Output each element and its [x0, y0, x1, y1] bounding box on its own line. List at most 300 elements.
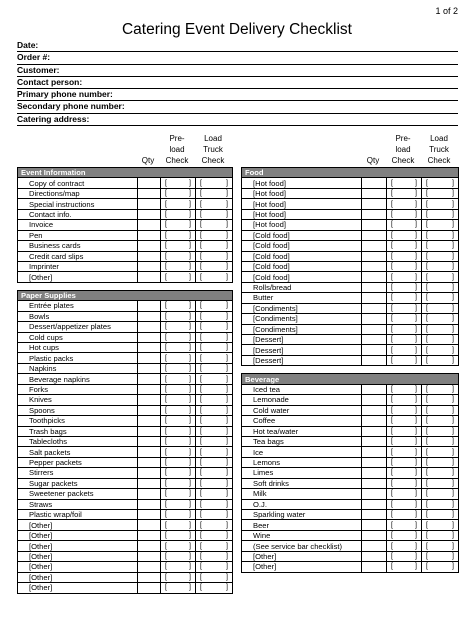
- load-truck-check-cell[interactable]: [196, 178, 233, 188]
- page-number: 1 of 2: [435, 6, 458, 16]
- qty-cell[interactable]: [362, 188, 387, 198]
- checkbox-close-bracket: ]: [452, 469, 454, 477]
- checkbox-open-bracket: [: [200, 242, 202, 250]
- load-truck-check-cell[interactable]: [196, 562, 233, 572]
- qty-cell[interactable]: [138, 510, 161, 520]
- load-truck-check-cell[interactable]: [422, 178, 459, 188]
- checkbox-close-bracket: ]: [415, 273, 417, 281]
- preload-check-cell[interactable]: [387, 220, 422, 230]
- preload-check-cell[interactable]: [161, 322, 196, 332]
- qty-cell[interactable]: [138, 447, 161, 457]
- preload-check-cell[interactable]: [387, 447, 422, 457]
- load-truck-check-cell[interactable]: [422, 468, 459, 478]
- checkbox-close-bracket: ]: [189, 231, 191, 239]
- preload-check-cell[interactable]: [387, 395, 422, 405]
- item-label: Imprinter: [18, 261, 138, 271]
- checkbox-close-bracket: ]: [415, 357, 417, 365]
- checkbox-open-bracket: [: [165, 354, 167, 362]
- item-label: Entrée plates: [18, 301, 138, 311]
- qty-cell[interactable]: [362, 314, 387, 324]
- item-label: [Hot food]: [242, 178, 362, 188]
- load-truck-check-cell[interactable]: [196, 489, 233, 499]
- qty-cell[interactable]: [138, 363, 161, 373]
- preload-check-cell[interactable]: [161, 520, 196, 530]
- qty-cell[interactable]: [138, 530, 161, 540]
- qty-cell[interactable]: [362, 199, 387, 209]
- preload-check-cell[interactable]: [161, 510, 196, 520]
- qty-cell[interactable]: [362, 405, 387, 415]
- load-truck-check-cell[interactable]: [422, 405, 459, 415]
- checkbox-open-bracket: [: [391, 511, 393, 519]
- qty-cell[interactable]: [138, 343, 161, 353]
- load-truck-check-cell[interactable]: [196, 541, 233, 551]
- load-truck-check-cell[interactable]: [422, 457, 459, 467]
- checkbox-close-bracket: ]: [189, 190, 191, 198]
- qty-cell[interactable]: [362, 520, 387, 530]
- qty-cell[interactable]: [362, 324, 387, 334]
- load-truck-check-cell[interactable]: [422, 355, 459, 365]
- qty-cell[interactable]: [362, 241, 387, 251]
- load-truck-check-cell[interactable]: [196, 353, 233, 363]
- load-truck-check-cell[interactable]: [196, 405, 233, 415]
- qty-cell[interactable]: [138, 520, 161, 530]
- preload-check-cell[interactable]: [161, 478, 196, 488]
- qty-cell[interactable]: [362, 457, 387, 467]
- preload-check-cell[interactable]: [161, 489, 196, 499]
- load-truck-check-cell[interactable]: [422, 293, 459, 303]
- load-truck-check-cell[interactable]: [422, 314, 459, 324]
- preload-check-cell[interactable]: [161, 530, 196, 540]
- qty-cell[interactable]: [138, 489, 161, 499]
- qty-cell[interactable]: [138, 416, 161, 426]
- load-truck-check-cell[interactable]: [422, 447, 459, 457]
- qty-cell[interactable]: [138, 384, 161, 394]
- info-field[interactable]: Primary phone number:: [17, 89, 458, 101]
- load-truck-check-cell[interactable]: [196, 384, 233, 394]
- preload-check-cell[interactable]: [161, 374, 196, 384]
- checkbox-close-bracket: ]: [452, 459, 454, 467]
- preload-check-cell[interactable]: [387, 209, 422, 219]
- preload-check-cell[interactable]: [387, 314, 422, 324]
- qty-cell[interactable]: [362, 178, 387, 188]
- qty-cell[interactable]: [362, 478, 387, 488]
- info-field[interactable]: Customer:: [17, 65, 458, 77]
- item-label: Copy of contract: [18, 178, 138, 188]
- load-truck-check-cell[interactable]: [422, 551, 459, 561]
- qty-cell[interactable]: [362, 395, 387, 405]
- load-truck-check-cell[interactable]: [422, 436, 459, 446]
- qty-cell[interactable]: [138, 230, 161, 240]
- preload-check-cell[interactable]: [161, 405, 196, 415]
- checkbox-open-bracket: [: [165, 438, 167, 446]
- checkbox-open-bracket: [: [200, 469, 202, 477]
- preload-check-cell[interactable]: [387, 562, 422, 572]
- qty-cell[interactable]: [138, 499, 161, 509]
- qty-cell[interactable]: [362, 303, 387, 313]
- preload-check-cell[interactable]: [161, 332, 196, 342]
- qty-cell[interactable]: [362, 251, 387, 261]
- qty-cell[interactable]: [138, 436, 161, 446]
- checkbox-open-bracket: [: [165, 323, 167, 331]
- load-truck-check-cell[interactable]: [196, 499, 233, 509]
- checkbox-close-bracket: ]: [452, 500, 454, 508]
- preload-check-cell[interactable]: [161, 436, 196, 446]
- preload-check-cell[interactable]: [387, 520, 422, 530]
- checkbox-open-bracket: [: [391, 190, 393, 198]
- qty-cell[interactable]: [362, 562, 387, 572]
- preload-check-cell[interactable]: [161, 343, 196, 353]
- preload-check-cell[interactable]: [161, 199, 196, 209]
- preload-check-cell[interactable]: [387, 188, 422, 198]
- preload-check-cell[interactable]: [387, 293, 422, 303]
- load-truck-check-cell[interactable]: [422, 345, 459, 355]
- checkbox-close-bracket: ]: [452, 346, 454, 354]
- item-label: [Other]: [18, 520, 138, 530]
- qty-cell[interactable]: [138, 272, 161, 282]
- preload-check-cell[interactable]: [387, 230, 422, 240]
- checkbox-open-bracket: [: [200, 231, 202, 239]
- preload-check-cell[interactable]: [387, 530, 422, 540]
- qty-cell[interactable]: [362, 220, 387, 230]
- load-truck-check-cell[interactable]: [422, 510, 459, 520]
- preload-check-cell[interactable]: [387, 457, 422, 467]
- checklist-row: [18, 510, 233, 520]
- qty-cell[interactable]: [362, 510, 387, 520]
- qty-cell[interactable]: [362, 436, 387, 446]
- preload-check-cell[interactable]: [387, 489, 422, 499]
- preload-check-cell[interactable]: [387, 499, 422, 509]
- load-truck-check-cell[interactable]: [422, 489, 459, 499]
- qty-cell[interactable]: [362, 489, 387, 499]
- qty-cell[interactable]: [138, 199, 161, 209]
- preload-check-cell[interactable]: [161, 241, 196, 251]
- preload-check-cell[interactable]: [387, 261, 422, 271]
- preload-check-cell[interactable]: [387, 468, 422, 478]
- checklist-row: [18, 395, 233, 405]
- info-field[interactable]: Date:: [17, 40, 458, 52]
- preload-check-cell[interactable]: [387, 478, 422, 488]
- preload-check-cell[interactable]: [161, 251, 196, 261]
- load-truck-check-cell[interactable]: [422, 520, 459, 530]
- qty-cell[interactable]: [138, 405, 161, 415]
- preload-check-cell[interactable]: [161, 311, 196, 321]
- checkbox-close-bracket: ]: [189, 500, 191, 508]
- checklist-row: [18, 301, 233, 311]
- load-truck-check-cell[interactable]: [422, 416, 459, 426]
- preload-check-cell[interactable]: [161, 562, 196, 572]
- qty-cell[interactable]: [362, 416, 387, 426]
- load-truck-check-cell[interactable]: [196, 510, 233, 520]
- load-truck-check-cell[interactable]: [422, 272, 459, 282]
- load-truck-check-cell[interactable]: [196, 395, 233, 405]
- preload-check-cell[interactable]: [161, 384, 196, 394]
- item-label: Stirrers: [18, 468, 138, 478]
- checkbox-open-bracket: [: [391, 304, 393, 312]
- load-truck-check-cell[interactable]: [196, 322, 233, 332]
- checkbox-open-bracket: [: [165, 573, 167, 581]
- qty-cell[interactable]: [362, 293, 387, 303]
- load-truck-check-cell[interactable]: [422, 562, 459, 572]
- preload-check-cell[interactable]: [387, 355, 422, 365]
- load-truck-check-cell[interactable]: [422, 303, 459, 313]
- qty-cell[interactable]: [138, 241, 161, 251]
- load-truck-check-cell[interactable]: [422, 426, 459, 436]
- load-truck-check-cell[interactable]: [196, 416, 233, 426]
- qty-cell[interactable]: [138, 562, 161, 572]
- preload-check-cell[interactable]: [387, 345, 422, 355]
- load-truck-check-cell[interactable]: [422, 384, 459, 394]
- preload-check-cell[interactable]: [387, 335, 422, 345]
- load-truck-check-cell[interactable]: [422, 335, 459, 345]
- preload-check-cell[interactable]: [387, 251, 422, 261]
- load-truck-check-cell[interactable]: [196, 530, 233, 540]
- preload-check-cell[interactable]: [387, 282, 422, 292]
- preload-check-cell[interactable]: [161, 363, 196, 373]
- checklist-row: [242, 355, 459, 365]
- qty-cell[interactable]: [138, 468, 161, 478]
- checkbox-close-bracket: ]: [226, 427, 228, 435]
- preload-check-cell[interactable]: [387, 178, 422, 188]
- load-truck-check-cell[interactable]: [196, 230, 233, 240]
- qty-cell[interactable]: [138, 332, 161, 342]
- checkbox-close-bracket: ]: [226, 563, 228, 571]
- qty-cell[interactable]: [362, 282, 387, 292]
- preload-check-cell[interactable]: [161, 583, 196, 593]
- load-truck-check-cell[interactable]: [196, 572, 233, 582]
- preload-check-cell[interactable]: [387, 303, 422, 313]
- item-label: Special instructions: [18, 199, 138, 209]
- qty-cell[interactable]: [138, 178, 161, 188]
- info-field[interactable]: Secondary phone number:: [17, 101, 458, 113]
- checkbox-close-bracket: ]: [189, 427, 191, 435]
- load-truck-check-cell[interactable]: [196, 551, 233, 561]
- load-truck-check-cell[interactable]: [196, 199, 233, 209]
- preload-check-cell[interactable]: [161, 468, 196, 478]
- checklist-row: [18, 353, 233, 363]
- preload-check-cell[interactable]: [387, 541, 422, 551]
- load-truck-check-cell[interactable]: [196, 188, 233, 198]
- qty-cell[interactable]: [362, 209, 387, 219]
- load-truck-check-cell[interactable]: [196, 261, 233, 271]
- load-truck-check-cell[interactable]: [422, 541, 459, 551]
- qty-cell[interactable]: [362, 384, 387, 394]
- preload-check-cell[interactable]: [161, 230, 196, 240]
- qty-cell[interactable]: [362, 530, 387, 540]
- load-truck-check-cell[interactable]: [196, 332, 233, 342]
- qty-cell[interactable]: [362, 499, 387, 509]
- checkbox-close-bracket: ]: [226, 500, 228, 508]
- qty-cell[interactable]: [362, 468, 387, 478]
- load-truck-check-cell[interactable]: [422, 230, 459, 240]
- preload-check-cell[interactable]: [161, 499, 196, 509]
- qty-cell[interactable]: [138, 220, 161, 230]
- load-truck-check-cell[interactable]: [422, 199, 459, 209]
- preload-check-cell[interactable]: [387, 426, 422, 436]
- checklist-row: [18, 416, 233, 426]
- qty-cell[interactable]: [362, 335, 387, 345]
- load-truck-check-cell[interactable]: [196, 209, 233, 219]
- preload-check-cell[interactable]: [161, 353, 196, 363]
- preload-check-cell[interactable]: [387, 551, 422, 561]
- load-truck-check-cell[interactable]: [422, 395, 459, 405]
- preload-check-cell[interactable]: [161, 220, 196, 230]
- preload-check-cell[interactable]: [161, 572, 196, 582]
- checkbox-close-bracket: ]: [226, 242, 228, 250]
- preload-check-cell[interactable]: [161, 457, 196, 467]
- preload-check-cell[interactable]: [161, 188, 196, 198]
- load-truck-check-cell[interactable]: [196, 457, 233, 467]
- qty-cell[interactable]: [362, 447, 387, 457]
- qty-cell[interactable]: [362, 551, 387, 561]
- load-truck-check-cell[interactable]: [422, 324, 459, 334]
- checkbox-open-bracket: [: [391, 500, 393, 508]
- preload-check-cell[interactable]: [387, 416, 422, 426]
- preload-check-cell[interactable]: [161, 301, 196, 311]
- qty-cell[interactable]: [138, 572, 161, 582]
- qty-cell[interactable]: [362, 355, 387, 365]
- checkbox-close-bracket: ]: [415, 385, 417, 393]
- checklist-row: [18, 457, 233, 467]
- preload-check-cell[interactable]: [161, 272, 196, 282]
- checkbox-open-bracket: [: [200, 221, 202, 229]
- qty-cell[interactable]: [362, 261, 387, 271]
- qty-cell[interactable]: [138, 583, 161, 593]
- load-truck-check-cell[interactable]: [196, 583, 233, 593]
- preload-check-cell[interactable]: [387, 241, 422, 251]
- preload-check-cell[interactable]: [161, 209, 196, 219]
- checklist-row: [18, 272, 233, 282]
- item-label: Bowls: [18, 311, 138, 321]
- qty-cell[interactable]: [138, 261, 161, 271]
- checklist-row: [242, 384, 459, 394]
- qty-cell[interactable]: [138, 251, 161, 261]
- load-truck-check-cell[interactable]: [196, 220, 233, 230]
- preload-check-cell[interactable]: [161, 426, 196, 436]
- load-truck-check-cell[interactable]: [196, 301, 233, 311]
- item-label: Milk: [242, 489, 362, 499]
- load-truck-check-cell[interactable]: [196, 520, 233, 530]
- checkbox-open-bracket: [: [200, 190, 202, 198]
- qty-cell[interactable]: [362, 345, 387, 355]
- checklist-row: [18, 447, 233, 457]
- load-truck-check-cell[interactable]: [196, 478, 233, 488]
- checkbox-open-bracket: [: [426, 521, 428, 529]
- item-label: Cold cups: [18, 332, 138, 342]
- qty-cell[interactable]: [138, 374, 161, 384]
- load-truck-check-cell[interactable]: [196, 311, 233, 321]
- load-truck-check-cell[interactable]: [422, 261, 459, 271]
- load-truck-check-cell[interactable]: [196, 343, 233, 353]
- load-truck-check-cell[interactable]: [196, 374, 233, 384]
- preload-check-cell[interactable]: [387, 510, 422, 520]
- qty-cell[interactable]: [138, 541, 161, 551]
- checkbox-close-bracket: ]: [189, 221, 191, 229]
- checklist-row: [242, 293, 459, 303]
- load-truck-check-cell[interactable]: [196, 241, 233, 251]
- checklist-row: [242, 261, 459, 271]
- preload-check-cell[interactable]: [387, 436, 422, 446]
- qty-cell[interactable]: [138, 426, 161, 436]
- load-truck-check-cell[interactable]: [422, 478, 459, 488]
- info-field[interactable]: Contact person:: [17, 77, 458, 89]
- load-truck-check-cell[interactable]: [422, 499, 459, 509]
- preload-check-cell[interactable]: [387, 324, 422, 334]
- preload-check-cell[interactable]: [161, 178, 196, 188]
- checkbox-open-bracket: [: [391, 532, 393, 540]
- load-truck-check-cell[interactable]: [422, 241, 459, 251]
- qty-cell[interactable]: [138, 322, 161, 332]
- checkbox-close-bracket: ]: [452, 521, 454, 529]
- load-truck-check-cell[interactable]: [196, 251, 233, 261]
- checkbox-open-bracket: [: [391, 385, 393, 393]
- load-truck-check-cell[interactable]: [422, 251, 459, 261]
- load-truck-check-cell[interactable]: [196, 426, 233, 436]
- preload-check-cell[interactable]: [161, 261, 196, 271]
- info-field[interactable]: Catering address:: [17, 114, 458, 126]
- qty-cell[interactable]: [362, 272, 387, 282]
- preload-check-cell[interactable]: [387, 199, 422, 209]
- checkbox-close-bracket: ]: [189, 242, 191, 250]
- preload-check-cell[interactable]: [387, 384, 422, 394]
- preload-check-cell[interactable]: [161, 416, 196, 426]
- qty-cell[interactable]: [138, 353, 161, 363]
- qty-cell[interactable]: [362, 426, 387, 436]
- qty-cell[interactable]: [138, 551, 161, 561]
- load-truck-check-cell[interactable]: [422, 530, 459, 540]
- qty-cell[interactable]: [138, 395, 161, 405]
- checkbox-open-bracket: [: [391, 417, 393, 425]
- qty-cell[interactable]: [138, 188, 161, 198]
- load-truck-check-cell[interactable]: [196, 272, 233, 282]
- load-truck-check-cell[interactable]: [196, 468, 233, 478]
- qty-cell[interactable]: [362, 230, 387, 240]
- checkbox-close-bracket: ]: [226, 469, 228, 477]
- load-truck-check-cell[interactable]: [422, 188, 459, 198]
- checklist-row: [242, 426, 459, 436]
- qty-cell[interactable]: [138, 209, 161, 219]
- load-truck-check-cell[interactable]: [422, 282, 459, 292]
- qty-cell[interactable]: [138, 301, 161, 311]
- load-truck-check-cell[interactable]: [422, 209, 459, 219]
- qty-cell[interactable]: [362, 541, 387, 551]
- checkbox-close-bracket: ]: [415, 479, 417, 487]
- item-label: [Cold food]: [242, 272, 362, 282]
- item-label: Iced tea: [242, 384, 362, 394]
- checkbox-open-bracket: [: [426, 273, 428, 281]
- item-label: [Other]: [242, 551, 362, 561]
- preload-check-cell[interactable]: [161, 551, 196, 561]
- preload-check-cell[interactable]: [387, 272, 422, 282]
- item-label: Hot tea/water: [242, 426, 362, 436]
- load-truck-check-cell[interactable]: [422, 220, 459, 230]
- checkbox-close-bracket: ]: [226, 344, 228, 352]
- load-truck-check-cell[interactable]: [196, 436, 233, 446]
- preload-check-cell[interactable]: [161, 447, 196, 457]
- qty-cell[interactable]: [138, 311, 161, 321]
- checklist-row: [18, 562, 233, 572]
- preload-check-cell[interactable]: [161, 541, 196, 551]
- load-truck-check-cell[interactable]: [196, 447, 233, 457]
- preload-check-cell[interactable]: [387, 405, 422, 415]
- info-field[interactable]: Order #:: [17, 52, 458, 64]
- checkbox-close-bracket: ]: [415, 469, 417, 477]
- qty-cell[interactable]: [138, 457, 161, 467]
- load-truck-check-cell[interactable]: [196, 363, 233, 373]
- qty-cell[interactable]: [138, 478, 161, 488]
- item-label: [Other]: [18, 541, 138, 551]
- preload-check-cell[interactable]: [161, 395, 196, 405]
- checkbox-close-bracket: ]: [452, 448, 454, 456]
